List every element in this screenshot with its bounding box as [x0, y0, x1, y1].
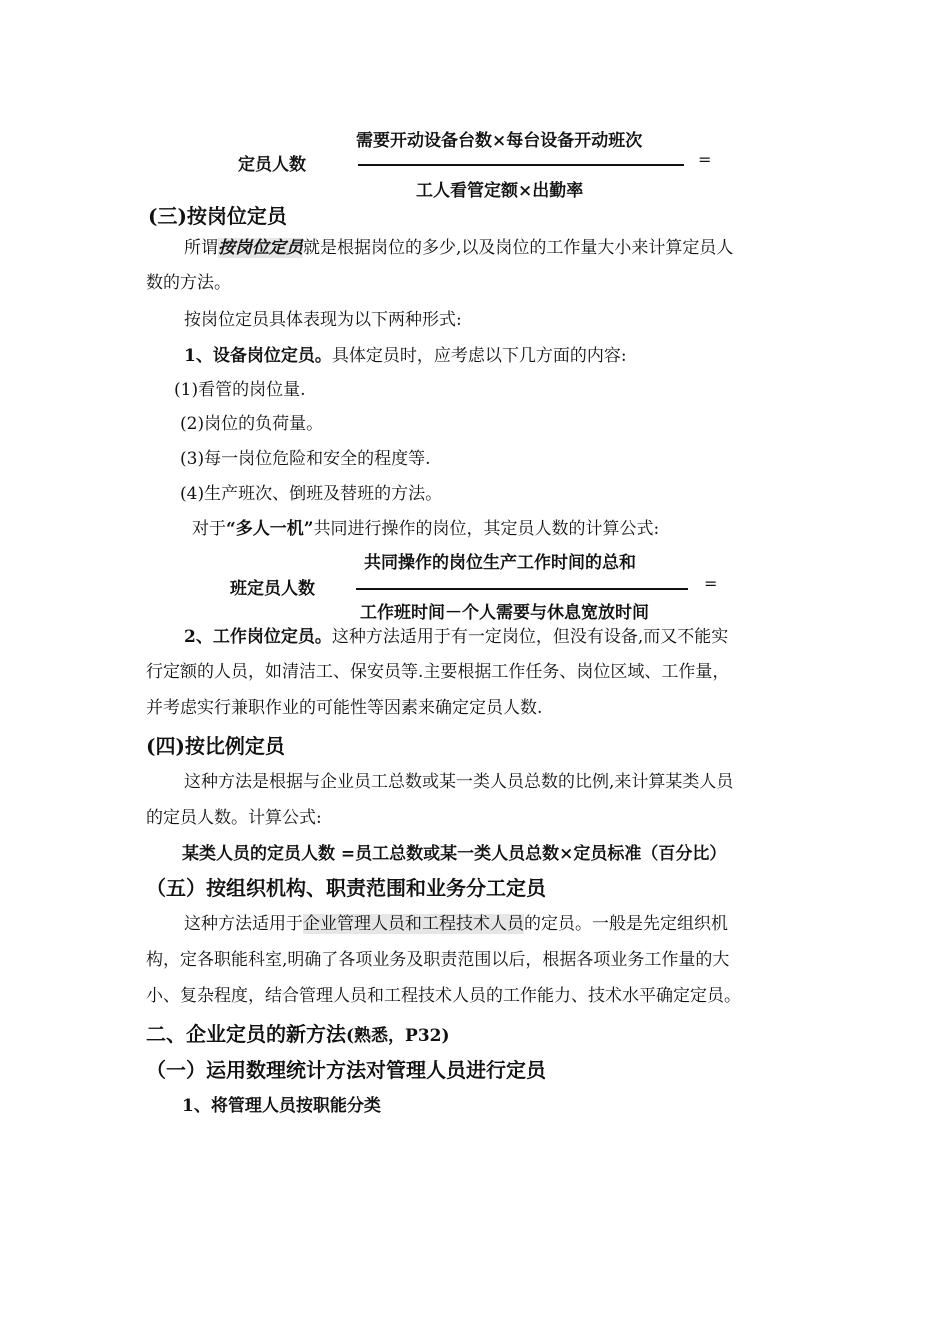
item1-text: 具体定员时，应考虑以下几方面的内容:	[331, 346, 627, 366]
section4-heading: (四)按比例定员	[146, 734, 285, 758]
part2-heading-line	[146, 1018, 450, 1047]
part2-sub1-item1: 1、将管理人员按职能分类	[182, 1096, 381, 1116]
section5-line1	[184, 906, 728, 942]
section5-line3: 小、复杂程度，结合管理人员和工程技术人员的工作能力、技术水平确定定员。	[146, 986, 741, 1006]
part2-heading: 二、企业定员的新方法	[146, 1022, 346, 1046]
intro-pre: 所谓	[184, 238, 218, 258]
section3-item2-line3: 并考虑实行兼职作业的可能性等因素来确定定员人数.	[146, 698, 543, 718]
sub-item-3: (3)每一岗位危险和安全的程度等.	[180, 449, 431, 469]
formula2-lhs: 班定员人数	[230, 579, 315, 599]
formula1-fraction-bar	[358, 164, 684, 166]
intro-post: 就是根据岗位的多少,以及岗位的工作量大小来计算定员人	[303, 238, 734, 258]
multi-post: 共同进行操作的岗位，其定员人数的计算公式:	[313, 519, 660, 539]
formula2-fraction-bar	[356, 588, 688, 590]
sub-item-2: (2)岗位的负荷量。	[180, 414, 324, 434]
formula1-denominator: 工人看管定额×出勤率	[416, 181, 584, 201]
intro-term: 按岗位定员	[218, 238, 303, 258]
section3-forms-text: 按岗位定员具体表现为以下两种形式:	[184, 310, 462, 330]
section5-line2: 构，定各职能科室,明确了各项业务及职责范围以后，根据各项业务工作量的大	[146, 950, 730, 970]
multi-term: “多人一机”	[226, 519, 314, 539]
sub-item-4: (4)生产班次、倒班及替班的方法。	[180, 484, 443, 504]
formula1-lhs: 定员人数	[238, 155, 306, 175]
part2-heading-note: (熟悉，P32)	[346, 1026, 450, 1046]
sub-item-1: (1)看管的岗位量.	[174, 380, 306, 400]
formula2-equals: =	[704, 574, 718, 593]
section3-multi-line	[192, 511, 659, 547]
section5-post: 的定员。一般是先定组织机	[524, 914, 728, 934]
section5-term: 企业管理人员和工程技术人员	[303, 914, 524, 934]
section3-item2-line2: 行定额的人员，如清洁工、保安员等.主要根据工作任务、岗位区域、工作量，	[146, 662, 730, 682]
section3-heading: (三)按岗位定员	[148, 204, 287, 228]
section3-item1	[184, 338, 627, 374]
item2-text: 这种方法适用于有一定岗位，但没有设备,而又不能实	[331, 627, 729, 647]
section4-formula: 某类人员的定员人数 =员工总数或某一类人员总数×定员标准（百分比）	[182, 844, 727, 864]
part2-sub1-heading: （一）运用数理统计方法对管理人员进行定员	[146, 1058, 546, 1082]
multi-pre: 对于	[192, 519, 226, 539]
item2-title: 2、工作岗位定员。	[184, 627, 332, 647]
section4-line2: 的定员人数。计算公式:	[146, 808, 322, 828]
section4-line1: 这种方法是根据与企业员工总数或某一类人员总数的比例,来计算某类人员	[184, 772, 734, 792]
section3-intro-line2: 数的方法。	[146, 273, 231, 293]
section3-intro-line1	[184, 230, 733, 266]
formula1-equals: =	[698, 150, 712, 169]
formula1-numerator: 需要开动设备台数×每台设备开动班次	[356, 131, 643, 151]
section3-item2-line1	[184, 619, 728, 655]
formula2-denominator: 工作班时间－个人需要与休息宽放时间	[360, 603, 649, 623]
section5-heading: （五）按组织机构、职责范围和业务分工定员	[146, 876, 546, 900]
item1-title: 1、设备岗位定员。	[184, 346, 332, 366]
formula2-numerator: 共同操作的岗位生产工作时间的总和	[364, 553, 636, 573]
section5-pre: 这种方法适用于	[184, 914, 303, 934]
